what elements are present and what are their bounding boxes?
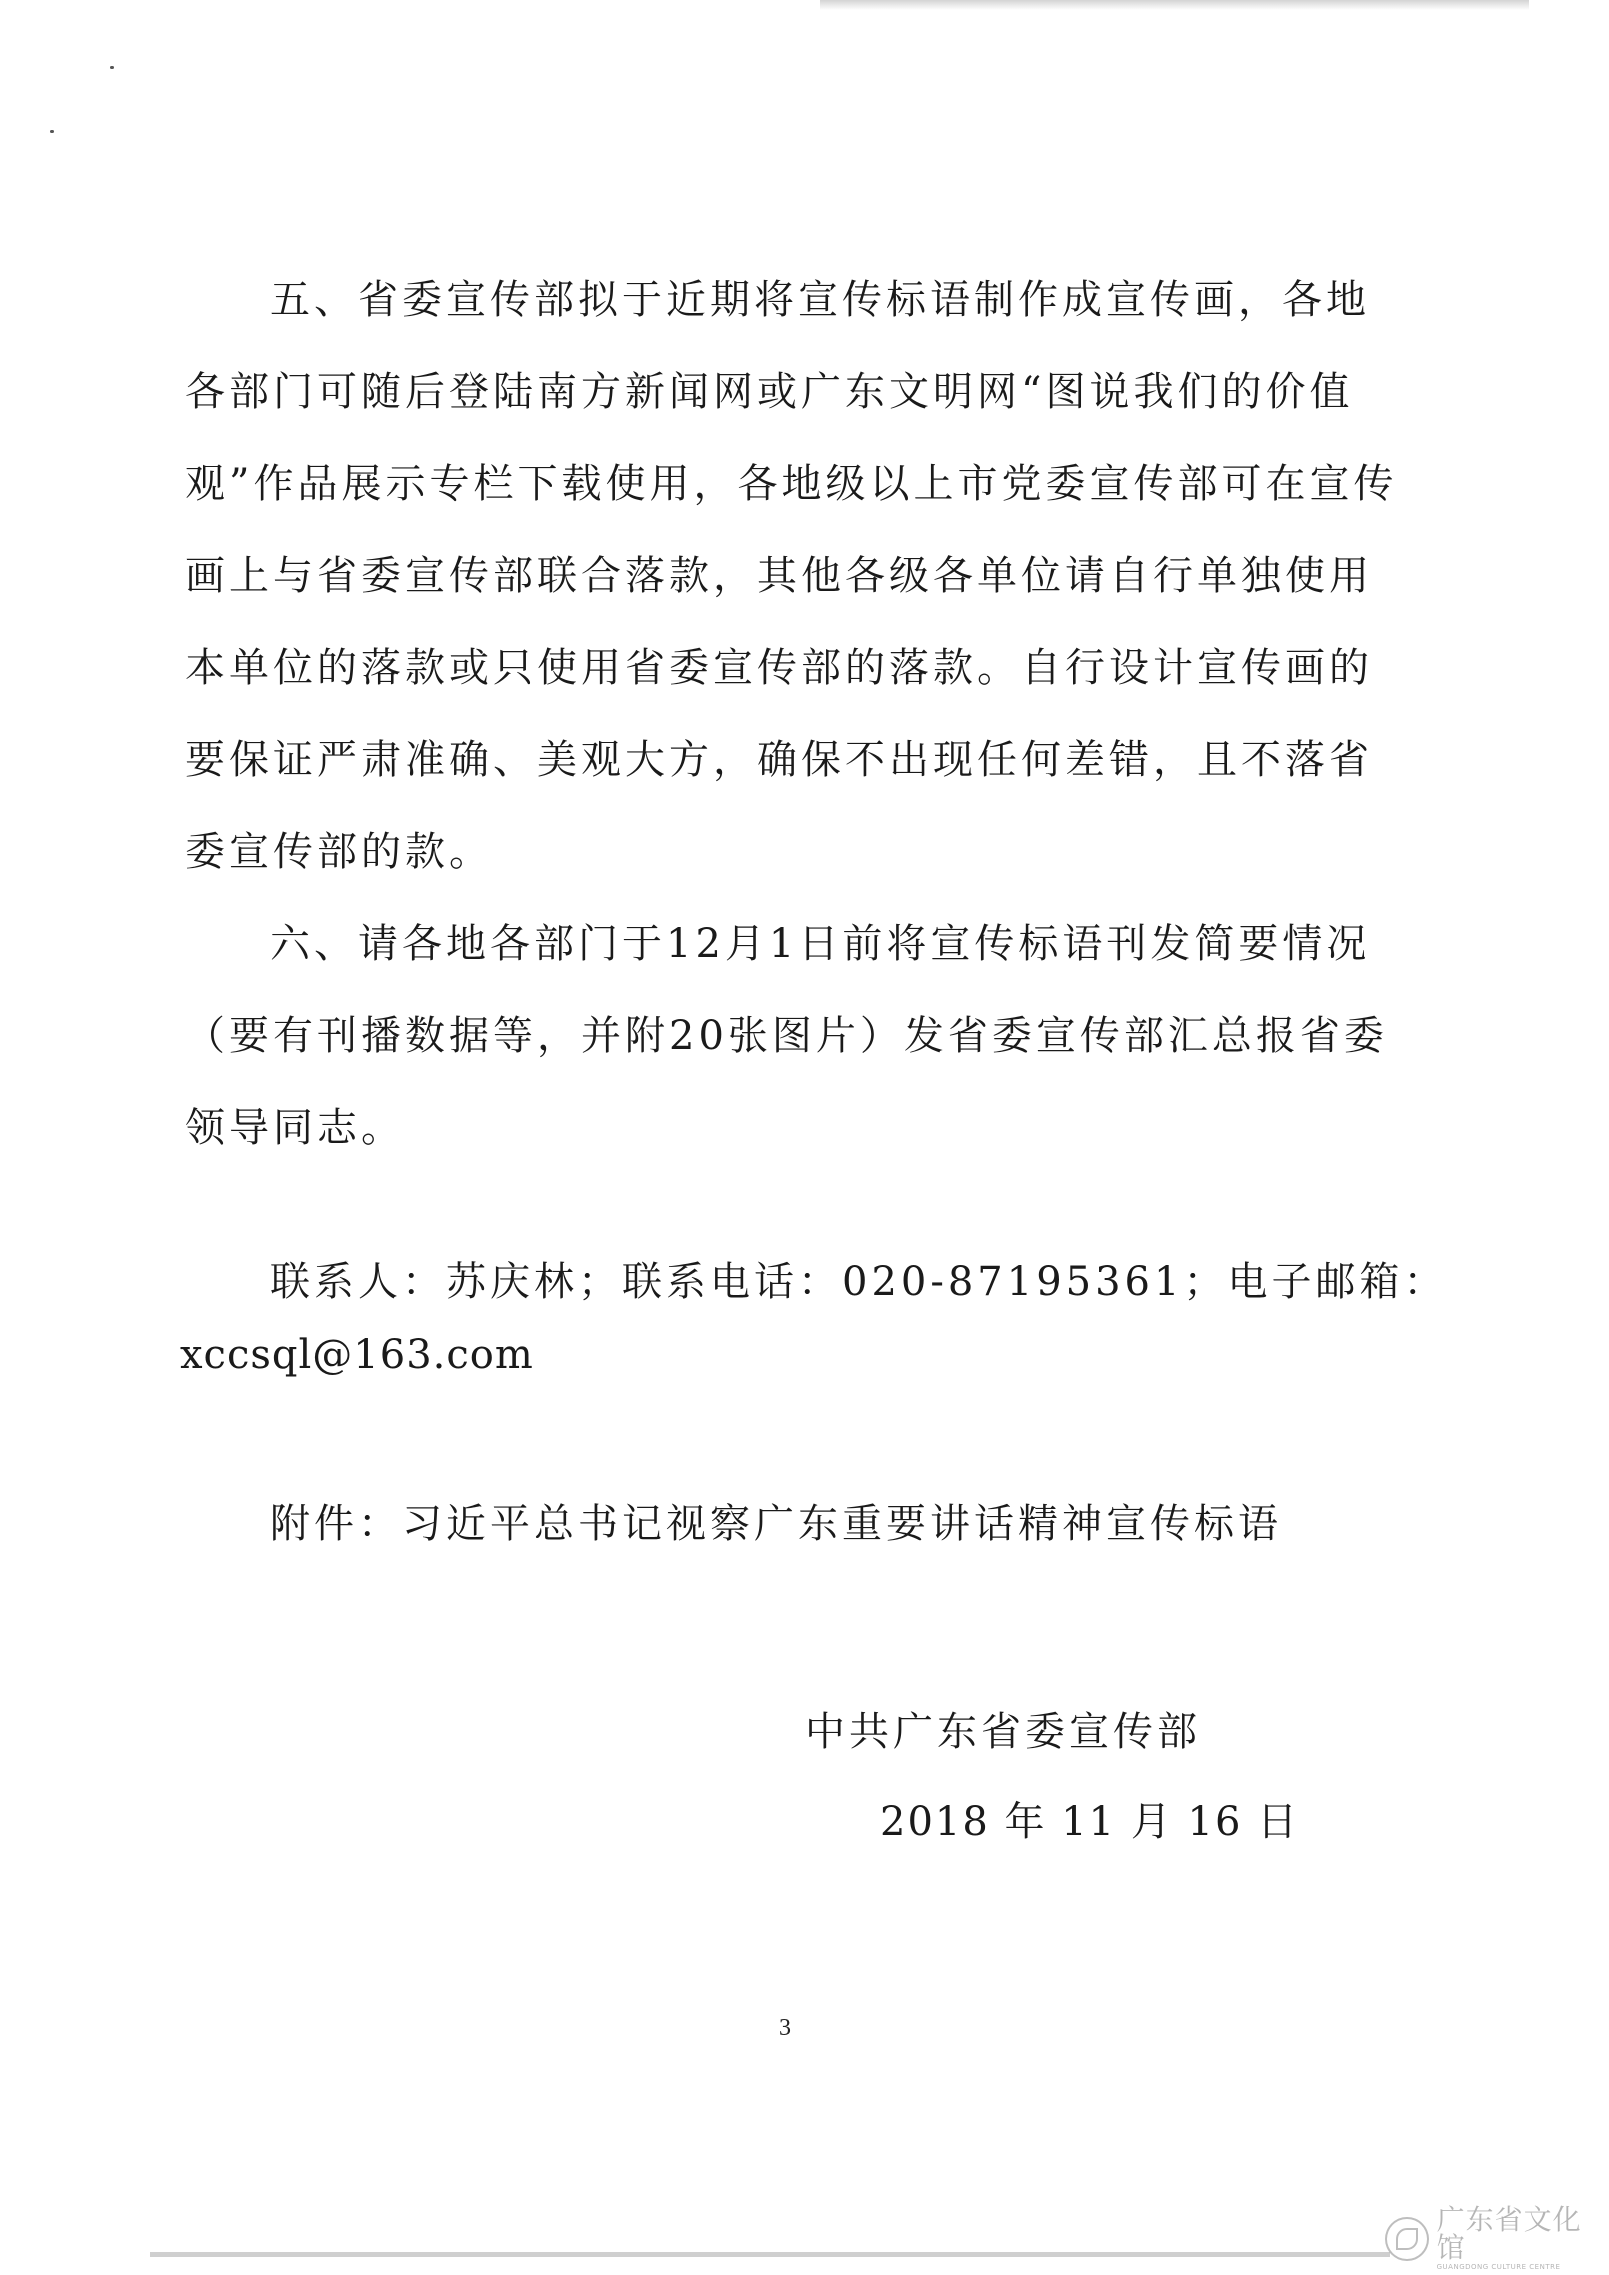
- scan-speck: [110, 66, 114, 69]
- section-five-line: 画上与省委宣传部联合落款，其他各级各单位请自行单独使用: [185, 553, 1373, 599]
- scan-edge-top: [820, 0, 1529, 10]
- contact-line: 联系人：苏庆林；联系电话：020-87195361；电子邮箱：: [270, 1259, 1448, 1305]
- culture-centre-logo-icon: [1385, 2217, 1429, 2261]
- page-number: 3: [779, 2015, 791, 2041]
- watermark: [1385, 2203, 1609, 2271]
- scan-speck: [50, 130, 54, 133]
- watermark-name-en: GUANGDONG CULTURE CENTRE: [1436, 2263, 1561, 2271]
- scan-edge-bottom: [150, 2252, 1390, 2257]
- section-five-line: 五、省委宣传部拟于近期将宣传标语制作成宣传画，各地: [270, 277, 1370, 323]
- contact-email: xccsql@163.com: [180, 1332, 534, 1378]
- attachment-note: 附件：习近平总书记视察广东重要讲话精神宣传标语: [270, 1501, 1282, 1547]
- section-five-line: 各部门可随后登陆南方新闻网或广东文明网“图说我们的价值: [185, 369, 1354, 415]
- section-five-line: 委宣传部的款。: [185, 829, 493, 875]
- watermark-name-cn: 广东省文化馆: [1436, 2203, 1582, 2264]
- section-six-line: 领导同志。: [185, 1105, 405, 1151]
- section-five-line: 本单位的落款或只使用省委宣传部的落款。自行设计宣传画的: [185, 645, 1373, 691]
- section-five-line: 观”作品展示专栏下载使用，各地级以上市党委宣传部可在宣传: [185, 461, 1398, 507]
- section-six-line: 六、请各地各部门于12月1日前将宣传标语刊发简要情况: [270, 921, 1371, 967]
- section-five-line: 要保证严肃准确、美观大方，确保不出现任何差错，且不落省: [185, 737, 1373, 783]
- signature-organization: 中共广东省委宣传部: [805, 1709, 1201, 1755]
- signature-date: 2018 年 11 月 16 日: [880, 1799, 1300, 1845]
- watermark-text: [1436, 2203, 1609, 2271]
- section-six-line: （要有刊播数据等，并附20张图片）发省委宣传部汇总报省委: [185, 1013, 1388, 1059]
